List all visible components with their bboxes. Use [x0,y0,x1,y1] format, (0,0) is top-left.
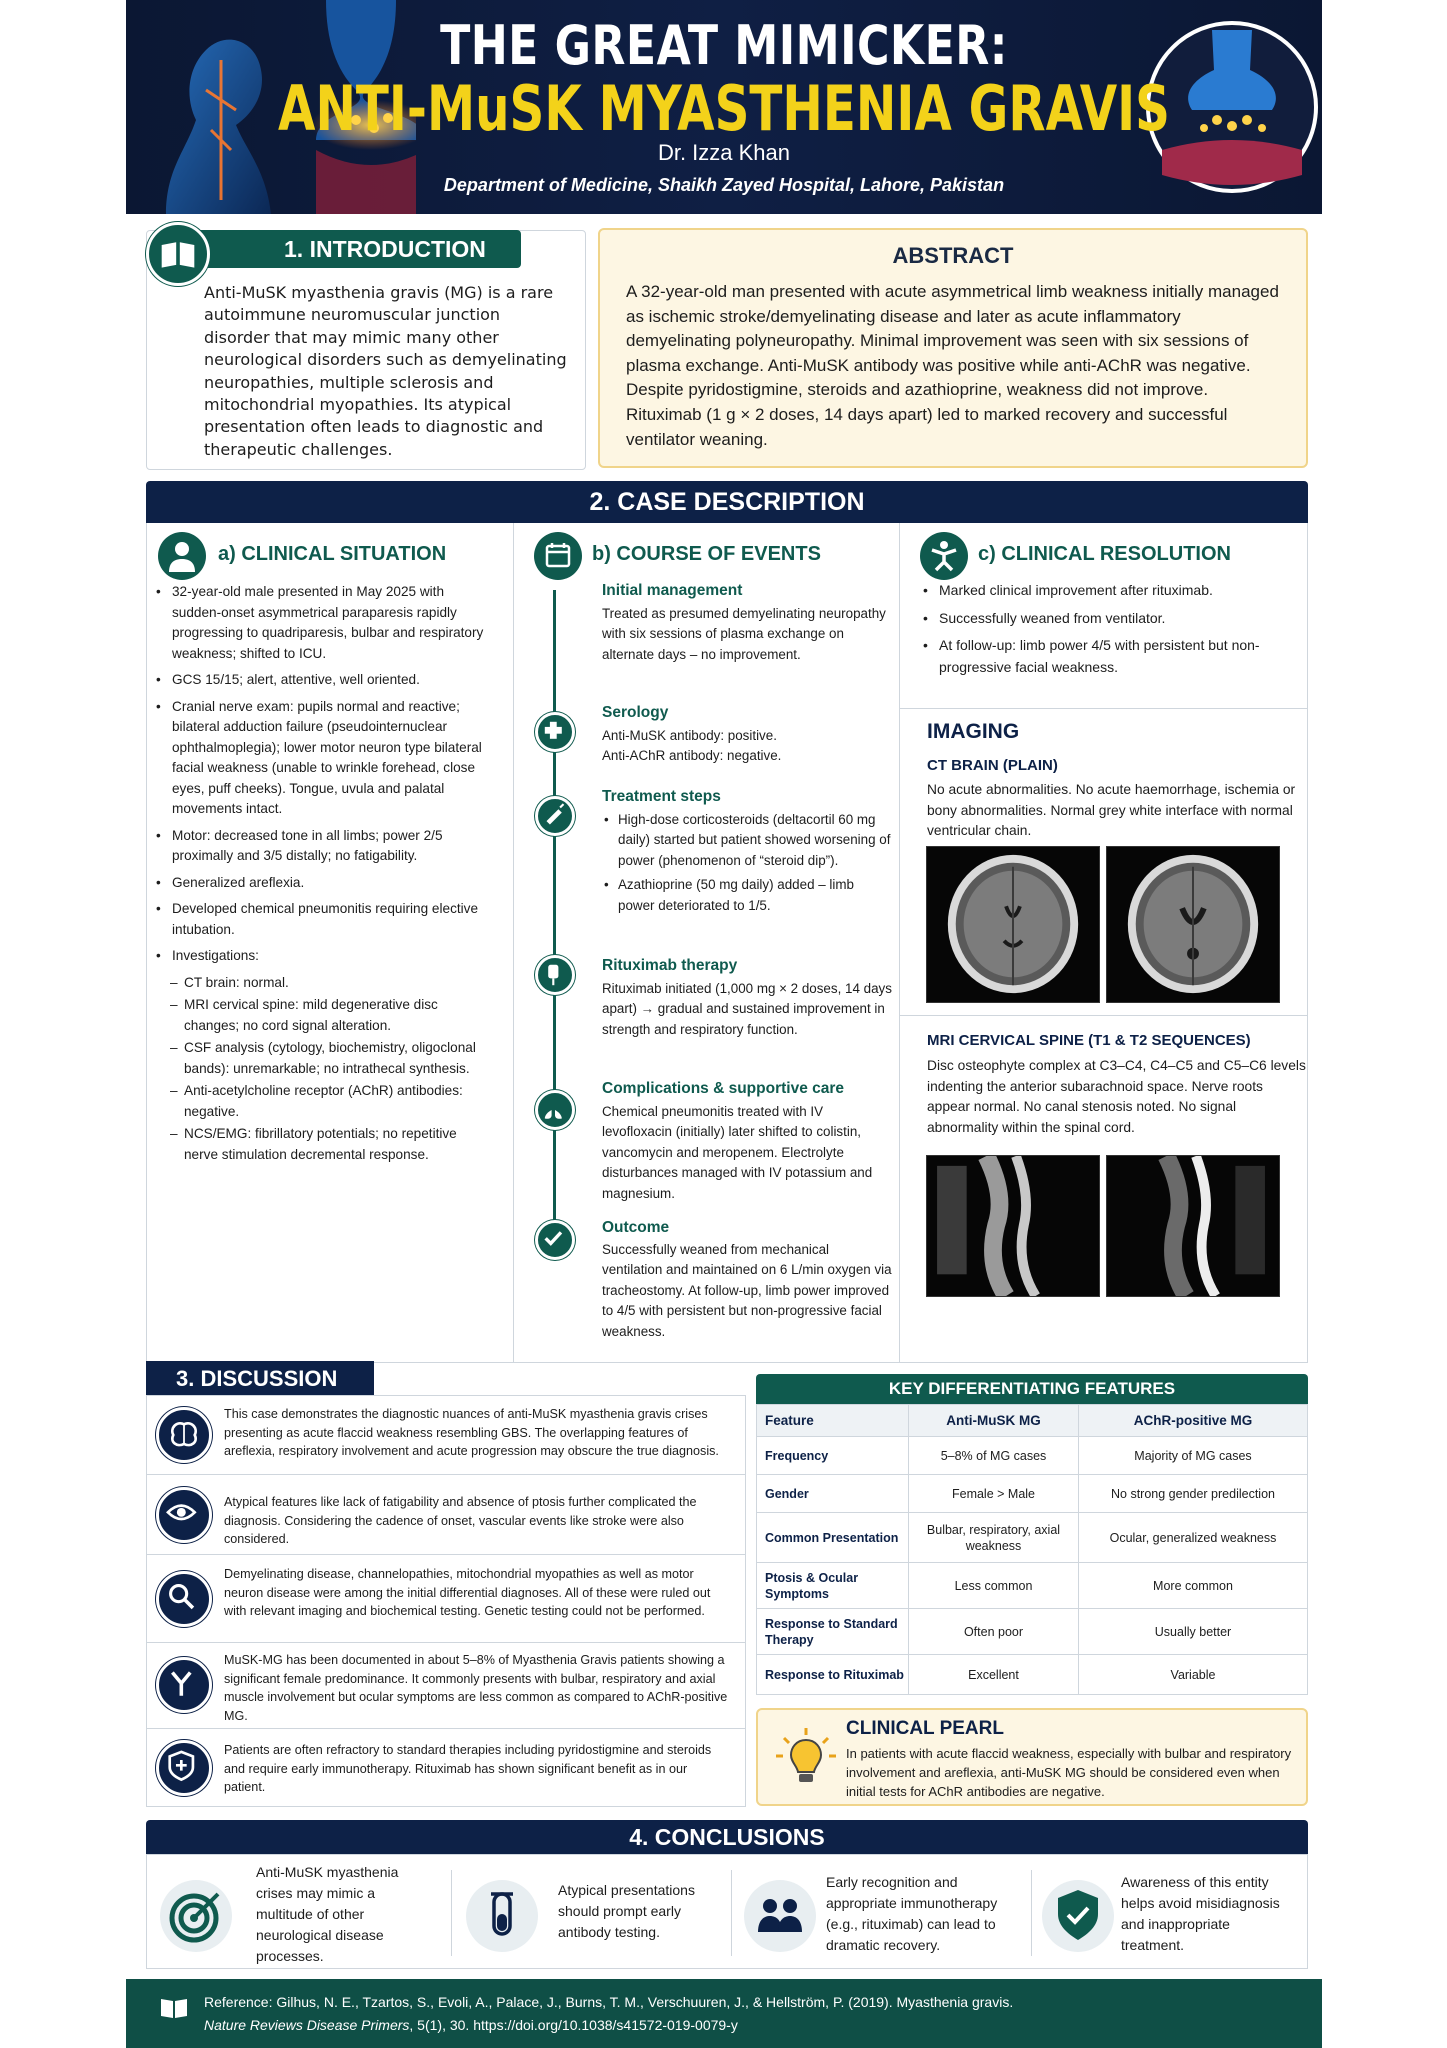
calendar-icon [534,532,582,580]
timeline-line [553,590,556,1230]
complications-heading: Complications & supportive care [602,1080,845,1097]
table-cell: Majority of MG cases [1079,1437,1308,1475]
conclusions-heading: 4. CONCLUSIONS [146,1820,1308,1854]
reference-footer [126,1979,1322,2048]
doctor-icon [158,532,206,580]
antibody-icon [156,1657,212,1713]
ct-brain-text: No acute abnormalities. No acute haemorrhage, ischemia or bony abnormalities. Normal grey white interface with normal ventricular chain. [927,782,1296,838]
treatment-steps-list [602,810,892,920]
table-cell: Bulbar, respiratory, axial weakness [909,1513,1079,1563]
table-row [757,1609,1308,1655]
list-item: • Motor: decreased tone in all limbs; power 2/5 proximally and 3/5 distally; no fatigability. [156,826,486,867]
poster-title-line2: ANTI-MuSK MYASTHENIA GRAVIS [278,72,1170,145]
author-department: Department of Medicine, Shaikh Zayed Hospital, Lahore, Pakistan [443,175,1005,195]
complications-text: Chemical pneumonitis treated with IV levofloxacin (initially) later shifted to colistin, vancomycin and meropenem. Electrolyte disturbances managed with IV potassium and magnesium. [602,1104,873,1201]
serology-heading: Serology [602,704,669,721]
medical-cross-icon [535,712,575,752]
clinical-situation-heading: a) CLINICAL SITUATION [218,543,447,565]
conclusion-divider [451,1870,452,1956]
conclusion-text: Early recognition and appropriate immunotherapy (e.g., rituximab) can lead to dramatic recovery. [826,1874,998,1953]
clinical-resolution-heading: c) CLINICAL RESOLUTION [978,543,1231,565]
mri-spine-heading: MRI CERVICAL SPINE (T1 & T2 SEQUENCES) [927,1032,1251,1049]
magnifier-icon [156,1571,212,1627]
table-cell: Variable [1079,1655,1308,1695]
lungs-icon [535,1090,575,1130]
table-header: Feature [757,1405,909,1437]
table-cell: Often poor [909,1609,1079,1655]
mri-divider [899,1015,1308,1016]
table-cell: More common [1079,1563,1308,1609]
test-tube-icon [466,1880,538,1952]
reference-line2 [204,2017,738,2033]
table-cell: Female > Male [909,1475,1079,1513]
table-header: AChR-positive MG [1079,1405,1308,1437]
abstract-box [598,228,1308,468]
author-name: Dr. Izza Khan [657,140,791,165]
table-cell: Response to Standard Therapy [757,1609,909,1655]
list-item: • 32-year-old male presented in May 2025 with sudden-onset asymmetrical paraparesis rapidly progressing to quadriparesis, bulbar and respiratory weakness; shifted to ICU. [156,582,486,664]
conclusion-divider [1031,1870,1032,1956]
conclusion-text: Atypical presentations should prompt early antibody testing. [558,1882,695,1940]
clinical-situation-list [156,582,486,1167]
list-item: • Developed chemical pneumonitis requiring elective intubation. [156,899,486,940]
table-cell: Ocular, generalized weakness [1079,1513,1308,1563]
list-item: • Cranial nerve exam: pupils normal and reactive; bilateral adduction failure (pseudointernuclear ophthalmoplegia); lower motor neuron type bilateral facial weakness (unable to wrinkle forehead, close eyes, puff cheeks). Tongue, uvula and palatal movements intact. [156,697,486,820]
clinical-resolution-list [919,580,1314,684]
people-icon [744,1880,816,1952]
rituximab-heading: Rituximab therapy [602,957,738,974]
ct-brain-scan-image-1 [926,846,1100,1003]
outcome-heading: Outcome [602,1219,670,1236]
discussion-row [146,1643,746,1729]
abstract-text: A 32-year-old man presented with acute asymmetrical limb weakness initially managed as ischemic stroke/demyelinating disease and later as acute inflammatory demyelinating polyneuropathy. Minimal improvement was seen with six sessions of plasma exchange. Anti-MuSK antibody was positive while anti-AChR was negative. Despite pyridostigmine, steroids and azathioprine, weakness did not improve. Rituximab (1 g × 2 doses, 14 days apart) led to marked recovery and successful ventilator weaning. [626,282,1279,449]
column-divider [899,523,900,1363]
table-row [757,1563,1308,1609]
table-cell: Frequency [757,1437,909,1475]
header-banner [126,0,1322,214]
reference-citation: , 5(1), 30. https://doi.org/10.1038/s41572-019-0079-y [409,2017,738,2033]
introduction-text: Anti-MuSK myasthenia gravis (MG) is a rare autoimmune neuromuscular junction disorder that may mimic many other neurological disorders such as demyelinating neuropathies, multiple sclerosis and mitochondrial myopathies. Its atypical presentation often leads to diagnostic and therapeutic challenges. [204,283,567,459]
discussion-row [146,1729,746,1807]
table-row [757,1655,1308,1695]
discussion-text: Patients are often refractory to standard therapies including pyridostigmine and steroids and require early immunotherapy. Rituximab has shown significant benefit as in our patient. [224,1743,712,1795]
table-cell: No strong gender predilection [1079,1475,1308,1513]
poster [126,0,1322,2048]
ct-brain-heading: CT BRAIN (PLAIN) [927,757,1058,774]
list-item: • Successfully weaned from ventilator. [919,608,1314,630]
case-description-heading: 2. CASE DESCRIPTION [146,481,1308,523]
table-cell: Common Presentation [757,1513,909,1563]
conclusion-text: Awareness of this entity helps avoid misidiagnosis and inappropriate treatment. [1121,1874,1280,1953]
serology-text-achr: Anti-AChR antibody: negative. [602,748,782,763]
table-header-row [757,1405,1308,1437]
imaging-divider [899,708,1308,709]
discussion-heading: 3. DISCUSSION [146,1361,374,1395]
abstract-heading: ABSTRACT [892,243,1014,268]
table-cell: Excellent [909,1655,1079,1695]
table-cell: Gender [757,1475,909,1513]
reference-journal: Nature Reviews Disease Primers [204,2017,410,2033]
poster-title-line1: THE GREAT MIMICKER: [440,14,1008,77]
eye-icon [156,1487,212,1543]
introduction-heading: 1. INTRODUCTION [186,230,521,268]
initial-management-heading: Initial management [602,582,743,599]
open-book-icon [160,1997,188,2019]
table-row [757,1437,1308,1475]
discussion-row [146,1555,746,1643]
table-cell: Usually better [1079,1609,1308,1655]
discussion-row [146,1395,746,1475]
initial-management-text: Treated as presumed demyelinating neuropathy with six sessions of plasma exchange on alternate days – no improvement. [602,606,886,662]
syringe-icon [535,796,575,836]
discussion-text: Demyelinating disease, channelopathies, mitochondrial myopathies as well as motor neuron disease were among the initial differential diagnoses. All of these were ruled out with relevant imaging and biochemical testing. Genetic testing could not be performed. [224,1567,711,1619]
list-item: • High-dose corticosteroids (deltacortil 60 mg daily) started but patient showed worsening of power (phenomenon of “steroid dip”). [602,810,892,871]
list-item: – CT brain: normal. [156,973,486,994]
list-item: • GCS 15/15; alert, attentive, well oriented. [156,670,486,691]
column-divider [513,523,514,1363]
mri-spine-image-t2 [1106,1155,1280,1297]
clinical-pearl-text: In patients with acute flaccid weakness, especially with bulbar and respiratory involvement and areflexia, anti-MuSK MG should be considered even when initial tests for AChR antibodies are negative. [846,1746,1292,1799]
list-item: – MRI cervical spine: mild degenerative disc changes; no cord signal alteration. [156,995,486,1036]
table-cell: 5–8% of MG cases [909,1437,1079,1475]
list-item: • Marked clinical improvement after rituximab. [919,580,1314,602]
mri-spine-image-t1 [926,1155,1100,1297]
reference-line1: Reference: Gilhus, N. E., Tzartos, S., Evoli, A., Palace, J., Burns, T. M., Verschuuren, J., & Hellström, P. (2019). Myasthenia gravis. [204,1994,1014,2010]
conclusion-divider [731,1870,732,1956]
table-row [757,1513,1308,1563]
discussion-text: MuSK-MG has been documented in about 5–8% of Myasthenia Gravis patients showing a significant female predominance. It commonly presents with bulbar, respiratory and axial muscle involvement but ocular symptoms are less common as compared to AChR-positive MG. [224,1653,728,1723]
shield-plus-icon [156,1740,212,1796]
clinical-pearl-heading: CLINICAL PEARL [846,1718,1004,1739]
book-icon [146,222,210,286]
table-cell: Response to Rituximab [757,1655,909,1695]
imaging-heading: IMAGING [927,720,1020,743]
conclusion-text: Anti-MuSK myasthenia crises may mimic a multitude of other neurological disease processes. [256,1864,399,1964]
table-header: Anti-MuSK MG [909,1405,1079,1437]
list-item: – NCS/EMG: fibrillatory potentials; no repetitive nerve stimulation decremental response. [156,1124,486,1165]
clinical-pearl-box [756,1708,1308,1806]
list-item: • At follow-up: limb power 4/5 with persistent but non-progressive facial weakness. [919,635,1314,678]
recovery-person-icon [920,532,968,580]
mri-spine-text: Disc osteophyte complex at C3–C4, C4–C5 and C5–C6 levels indenting the anterior subarachnoid space. Nerve roots appear normal. No canal stenosis noted. No signal abnormality within the spinal cord. [927,1058,1306,1135]
table-title: KEY DIFFERENTIATING FEATURES [756,1374,1308,1404]
brain-icon [156,1407,212,1463]
target-icon [160,1880,232,1952]
lightbulb-icon [774,1726,838,1790]
course-of-events-heading: b) COURSE OF EVENTS [592,543,821,565]
discussion-text: This case demonstrates the diagnostic nuances of anti-MuSK myasthenia gravis crises presenting as acute flaccid weakness resembling GBS. The overlapping features of areflexia, respiratory involvement and acute progression may obscure the true diagnosis. [224,1407,719,1459]
table-cell: Ptosis & Ocular Symptoms [757,1563,909,1609]
list-item: • Generalized areflexia. [156,873,486,894]
rituximab-text: Rituximab initiated (1,000 mg × 2 doses, 14 days apart) → gradual and sustained improvement in strength and respiratory function. [602,981,892,1037]
treatment-steps-heading: Treatment steps [602,788,721,805]
list-item: – Anti-acetylcholine receptor (AChR) antibodies: negative. [156,1081,486,1122]
outcome-text: Successfully weaned from mechanical ventilation and maintained on 6 L/min oxygen via tracheostomy. At follow-up, limb power improved to 4/5 with persistent but non-progressive facial weakness. [602,1242,892,1339]
list-item: • Azathioprine (50 mg daily) added – limb power deteriorated to 1/5. [602,875,892,916]
table-cell: Less common [909,1563,1079,1609]
ct-brain-scan-image-2 [1106,846,1280,1003]
table-row [757,1475,1308,1513]
list-item: • Investigations: [156,946,486,967]
serology-text-musk: Anti-MuSK antibody: positive. [602,728,777,743]
discussion-text: Atypical features like lack of fatigability and absence of ptosis further complicated the diagnosis. Considering the cadence of onset, vascular events like stroke were also considered. [224,1495,697,1547]
iv-bag-icon [535,955,575,995]
differentiating-features-table [756,1404,1308,1695]
shield-check-icon [1042,1880,1114,1952]
checkmark-icon [535,1220,575,1260]
discussion-row [146,1475,746,1555]
list-item: – CSF analysis (cytology, biochemistry, oligoclonal bands): unremarkable; no intrathecal synthesis. [156,1038,486,1079]
